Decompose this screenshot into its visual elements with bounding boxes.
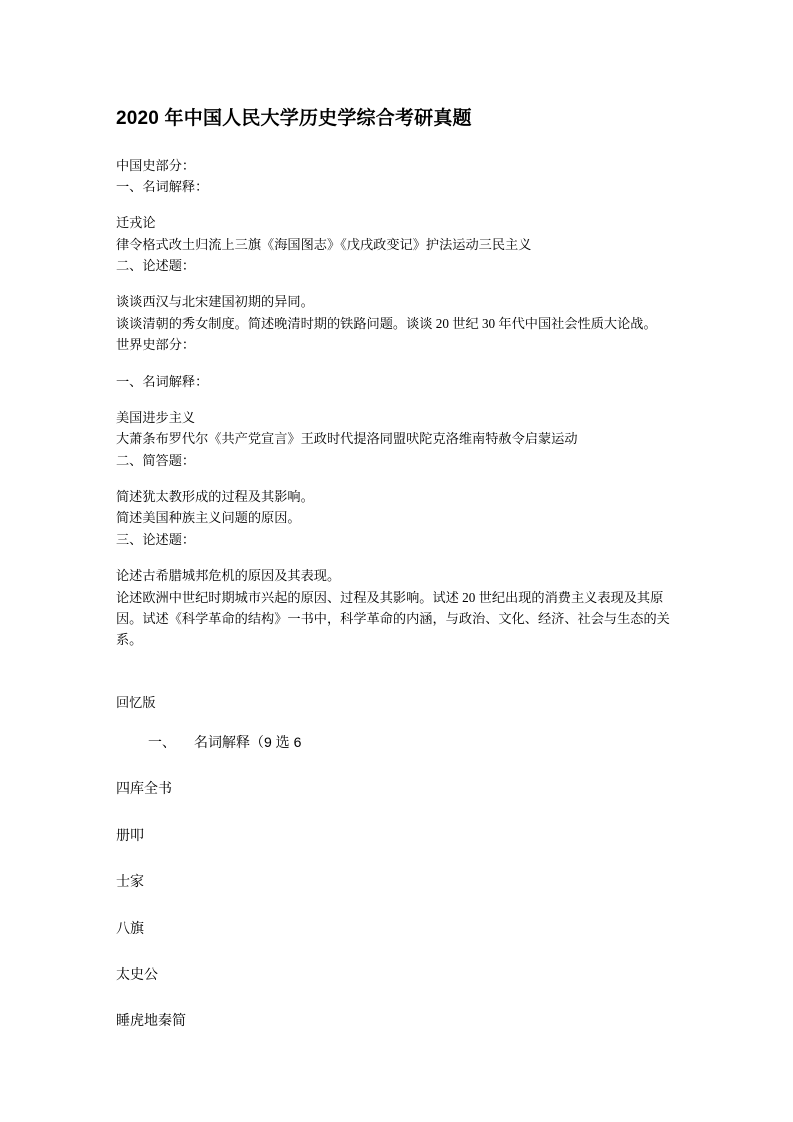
world-term-1: 美国进步主义 xyxy=(116,409,196,425)
china-term-list: 律令格式改土归流上三旗《海国图志》《戊戌政变记》护法运动三民主义 xyxy=(116,236,532,252)
world-short-2: 简述美国种族主义问题的原因。 xyxy=(116,510,301,526)
recall-section-heading xyxy=(116,731,677,753)
china-essay-2: 谈谈清朝的秀女制度。简述晚清时期的铁路问题。谈谈 20 世纪 30 年代中国社会性质大论战。 xyxy=(116,315,657,331)
page-title: 2020 年中国人民大学历史学综合考研真题 xyxy=(116,108,472,129)
recall-version-label: 回忆版 xyxy=(116,694,156,710)
recall-term-6: 睡虎地秦简 xyxy=(116,1012,186,1029)
section-heading-china-terms: 一、名词解释： xyxy=(116,178,209,194)
spacer xyxy=(116,392,677,407)
section-heading-world-terms: 一、名词解释： xyxy=(116,373,209,389)
recall-section-number: 一、 xyxy=(148,734,176,751)
recall-section-text: 名词解释（9 选 6 xyxy=(194,734,302,751)
section-heading-world-short: 二、简答题： xyxy=(116,452,196,468)
world-short-1: 简述犹太教形成的过程及其影响。 xyxy=(116,489,314,505)
spacer xyxy=(116,356,677,371)
recall-term-1: 四库全书 xyxy=(116,780,172,797)
section-label-china: 中国史部分： xyxy=(116,157,196,173)
china-essay-1: 谈谈西汉与北宋建国初期的异同。 xyxy=(116,294,314,310)
spacer xyxy=(116,550,677,565)
world-essay-2: 论述欧洲中世纪时期城市兴起的原因、过程及其影响。试述 20 世纪出现的消费主义表现及其原因。试述《科学革命的结构》一书中，科学革命的内涵，与政治、文化、经济、社会与生态的关系。 xyxy=(116,589,670,648)
spacer xyxy=(116,471,677,486)
spacer xyxy=(116,197,677,212)
spacer xyxy=(116,677,677,692)
recall-term-5: 太史公 xyxy=(116,966,158,983)
section-heading-china-essays: 二、论述题： xyxy=(116,258,196,274)
world-essay-1: 论述古希腊城邦危机的原因及其表现。 xyxy=(116,568,341,584)
spacer xyxy=(116,651,677,677)
section-label-world: 世界史部分： xyxy=(116,337,196,353)
recall-term-3: 士家 xyxy=(116,873,144,890)
section-heading-world-essays: 三、论述题： xyxy=(116,531,196,547)
recall-term-4: 八旗 xyxy=(116,919,144,936)
spacer xyxy=(116,276,677,291)
world-term-list: 大萧条布罗代尔《共产党宣言》王政时代提洛同盟吠陀克洛维南特赦令启蒙运动 xyxy=(116,431,578,447)
china-term-1: 迁戎论 xyxy=(116,215,156,231)
recall-term-2: 册叩 xyxy=(116,826,144,843)
